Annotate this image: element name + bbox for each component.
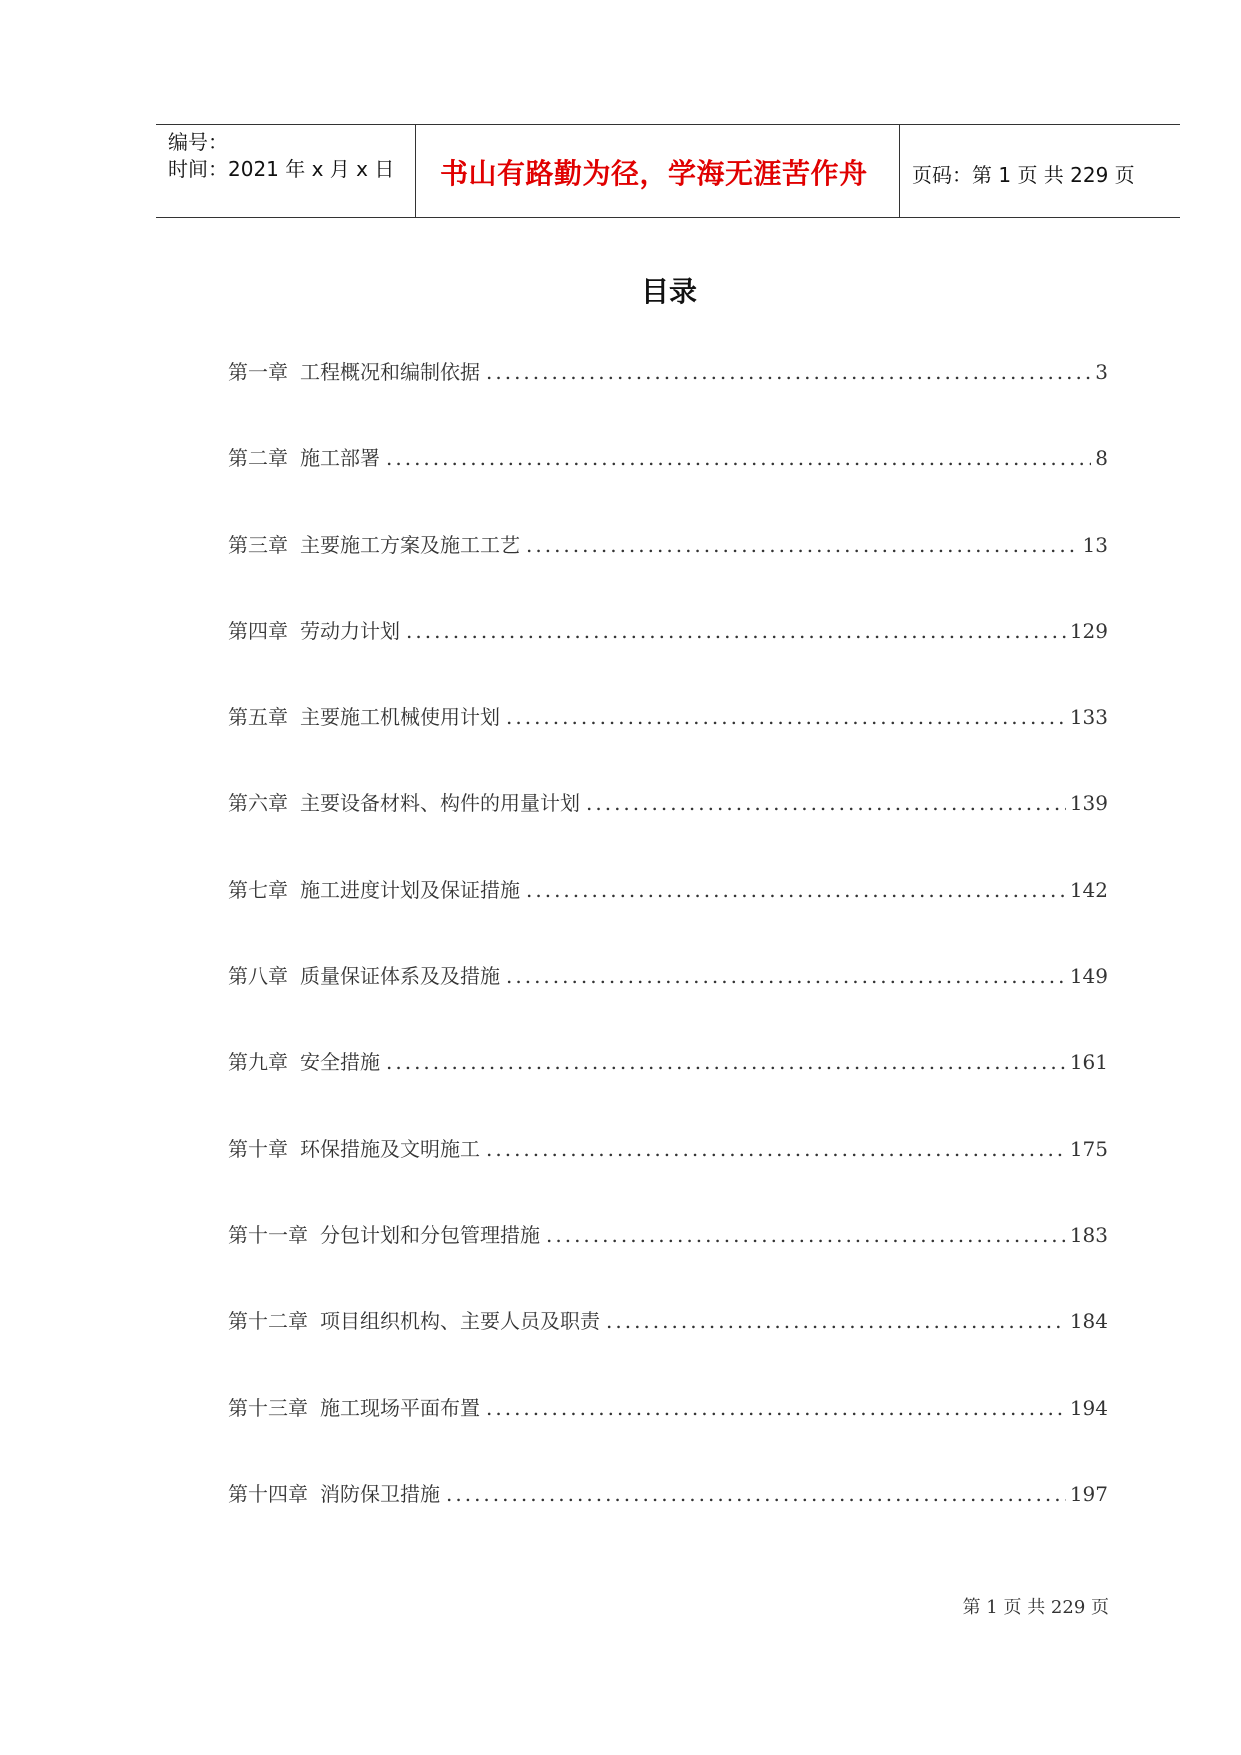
document-header — [156, 124, 1180, 218]
toc-dot-leader — [486, 360, 1091, 384]
header-number-label: 编号： — [168, 130, 228, 154]
toc-chapter-number: 第十章 — [228, 1136, 288, 1161]
toc-chapter-title: 主要设备材料、构件的用量计划 — [300, 791, 580, 816]
toc-chapter-title: 消防保卫措施 — [320, 1481, 440, 1506]
page-title: 目录 — [640, 275, 697, 308]
toc-chapter-title: 质量保证体系及及措施 — [300, 964, 500, 989]
toc-chapter-number: 第十三章 — [228, 1395, 308, 1420]
toc-dot-leader — [446, 1482, 1066, 1506]
toc-chapter-number: 第四章 — [228, 618, 288, 643]
toc-page-number: 161 — [1069, 1050, 1108, 1075]
header-motto: 书山有路勤为径，学海无涯苦作舟 — [440, 157, 868, 190]
toc-dot-leader — [386, 1050, 1066, 1074]
toc-entry[interactable] — [228, 529, 1108, 615]
toc-chapter-number: 第五章 — [228, 705, 288, 730]
toc-chapter-number: 第十一章 — [228, 1222, 308, 1247]
toc-chapter-title: 施工部署 — [300, 446, 380, 471]
header-page-info: 页码：第 1 页 共 229 页 — [912, 163, 1135, 187]
toc-dot-leader — [486, 1396, 1066, 1420]
toc-entry[interactable] — [228, 1305, 1108, 1391]
toc-page-number: 139 — [1069, 791, 1108, 816]
footer-page-info: 第 1 页 共 229 页 — [962, 1597, 1109, 1618]
toc-entry[interactable] — [228, 1219, 1108, 1305]
table-of-contents — [228, 356, 1108, 1564]
toc-chapter-title: 项目组织机构、主要人员及职责 — [320, 1309, 600, 1334]
toc-entry[interactable] — [228, 1133, 1108, 1219]
toc-dot-leader — [386, 446, 1091, 470]
toc-chapter-title: 劳动力计划 — [300, 618, 400, 643]
toc-page-number: 175 — [1069, 1136, 1108, 1161]
header-date: 时间：2021 年 x 月 x 日 — [168, 157, 395, 181]
toc-entry[interactable] — [228, 1392, 1108, 1478]
toc-page-number: 149 — [1069, 964, 1108, 989]
toc-page-number: 133 — [1069, 705, 1108, 730]
toc-chapter-title: 施工现场平面布置 — [320, 1395, 480, 1420]
toc-entry[interactable] — [228, 701, 1108, 787]
toc-chapter-title: 分包计划和分包管理措施 — [320, 1222, 540, 1247]
toc-chapter-number: 第二章 — [228, 446, 288, 471]
toc-chapter-number: 第十二章 — [228, 1309, 308, 1334]
toc-chapter-title: 环保措施及文明施工 — [300, 1136, 480, 1161]
toc-entry[interactable] — [228, 442, 1108, 528]
toc-page-number: 184 — [1069, 1309, 1108, 1334]
toc-chapter-number: 第七章 — [228, 877, 288, 902]
toc-entry[interactable] — [228, 615, 1108, 701]
toc-entry[interactable] — [228, 787, 1108, 873]
toc-chapter-number: 第八章 — [228, 964, 288, 989]
toc-entry[interactable] — [228, 1046, 1108, 1132]
toc-chapter-title: 主要施工方案及施工工艺 — [300, 532, 520, 557]
toc-chapter-number: 第三章 — [228, 532, 288, 557]
toc-chapter-number: 第一章 — [228, 360, 288, 384]
toc-dot-leader — [406, 619, 1066, 643]
toc-entry[interactable] — [228, 1478, 1108, 1564]
toc-chapter-number: 第六章 — [228, 791, 288, 816]
toc-page-number: 3 — [1095, 360, 1108, 384]
toc-entry[interactable] — [228, 874, 1108, 960]
toc-chapter-title: 工程概况和编制依据 — [300, 360, 480, 384]
toc-entry[interactable] — [228, 356, 1108, 442]
header-divider — [899, 125, 900, 217]
toc-page-number: 183 — [1069, 1222, 1108, 1247]
toc-page-number: 142 — [1069, 877, 1108, 902]
toc-page-number: 197 — [1069, 1481, 1108, 1506]
toc-chapter-title: 施工进度计划及保证措施 — [300, 877, 520, 902]
header-divider — [415, 125, 416, 217]
toc-dot-leader — [546, 1223, 1066, 1247]
toc-page-number: 13 — [1082, 532, 1108, 557]
toc-page-number: 8 — [1095, 446, 1108, 471]
toc-dot-leader — [526, 533, 1079, 557]
toc-dot-leader — [506, 705, 1066, 729]
toc-dot-leader — [606, 1309, 1066, 1333]
toc-dot-leader — [486, 1137, 1066, 1161]
toc-page-number: 194 — [1069, 1395, 1108, 1420]
toc-chapter-title: 主要施工机械使用计划 — [300, 705, 500, 730]
toc-entry[interactable] — [228, 960, 1108, 1046]
toc-page-number: 129 — [1069, 618, 1108, 643]
toc-chapter-number: 第九章 — [228, 1050, 288, 1075]
toc-chapter-number: 第十四章 — [228, 1481, 308, 1506]
toc-dot-leader — [586, 791, 1066, 815]
toc-dot-leader — [506, 964, 1066, 988]
toc-dot-leader — [526, 878, 1066, 902]
toc-chapter-title: 安全措施 — [300, 1050, 380, 1075]
